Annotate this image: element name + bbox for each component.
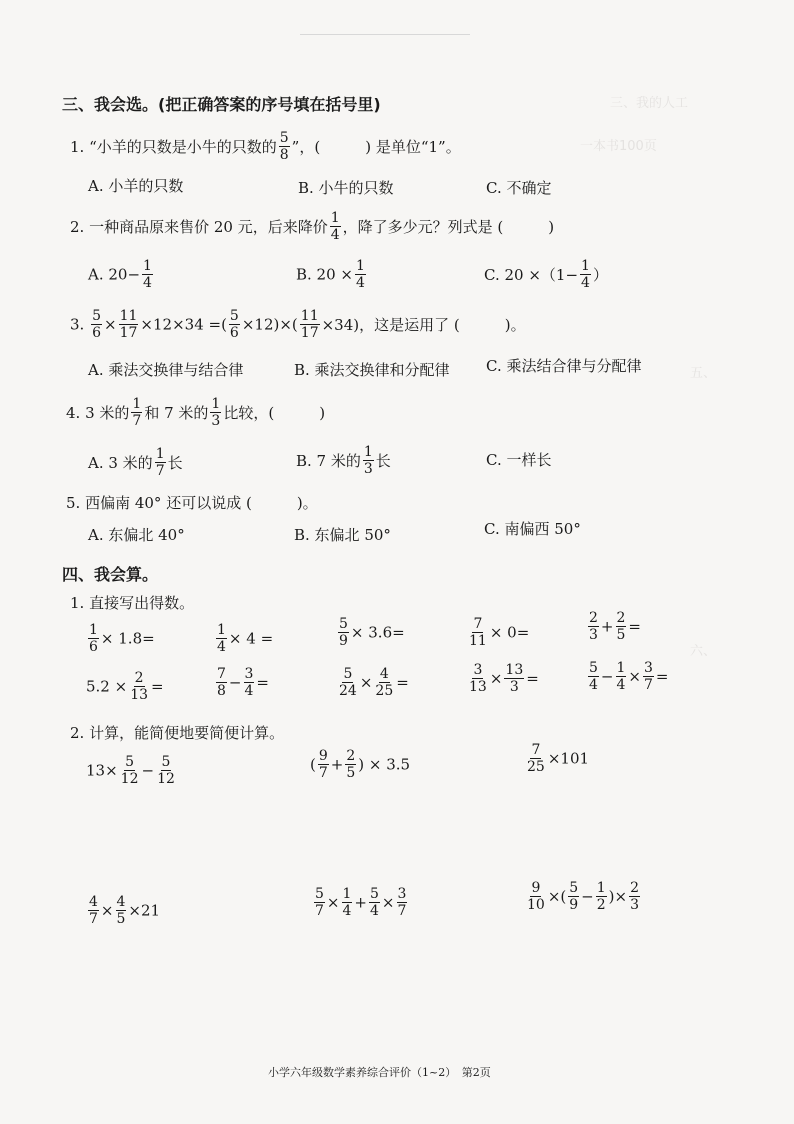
fraction: $\frac{11}{17}$ <box>119 308 138 342</box>
calc-item: $\frac{2}{3}$ + $\frac{2}{5}$ = <box>589 610 641 644</box>
q5-option-b: B. 东偏北 50° <box>294 526 391 544</box>
fraction: $\frac{9}{7}$ <box>318 748 328 782</box>
calc-item: 13× $\frac{5}{12}$ − $\frac{5}{12}$ <box>86 754 175 788</box>
section-4-title: 四、我会算。 <box>62 565 159 584</box>
q3-option-c: C. 乘法结合律与分配律 <box>486 357 642 375</box>
q2-option-b: B. 20 × $\frac{1}{4}$ <box>296 258 365 292</box>
fraction: $\frac{1}{4}$ <box>330 210 340 244</box>
question-1: 1. “小羊的只数是小牛的只数的 $\frac{5}{8}$ ”，( ) 是单位“1”。 <box>70 130 461 164</box>
section-3-title: 三、我会选。(把正确答案的序号填在括号里) <box>62 95 381 114</box>
q2-option-c: C. 20 ×（1− $\frac{1}{4}$ ） <box>484 258 608 292</box>
fraction: $\frac{5}{6}$ <box>229 308 239 342</box>
fraction: $\frac{7}{25}$ <box>527 742 545 776</box>
calc-item: $\frac{5}{7}$ × $\frac{1}{4}$ + $\frac{5}{4}$ × $\frac{3}{7}$ <box>315 886 407 920</box>
q4-option-b: B. 7 米的 $\frac{1}{3}$ 长 <box>296 444 391 478</box>
fraction: $\frac{2}{13}$ <box>130 670 149 704</box>
fraction: $\frac{1}{4}$ <box>342 886 352 920</box>
bleed-through-mark: 五、 <box>690 366 717 381</box>
fraction: $\frac{2}{5}$ <box>346 748 356 782</box>
fraction: $\frac{5}{4}$ <box>589 660 598 694</box>
bleed-through-mark: 一本书100页 <box>580 139 657 154</box>
fraction: $\frac{1}{4}$ <box>581 258 590 292</box>
fraction: $\frac{1}{4}$ <box>616 660 626 694</box>
q1-option-b: B. 小牛的只数 <box>298 179 394 197</box>
bleed-through-mark: 六、 <box>690 644 717 659</box>
question-3: 3. $\frac{5}{6}$ × $\frac{11}{17}$ ×12×34 =( $\frac{5}{6}$ ×12)×( $\frac{11}{17}$ ×34)，这是运用了 ( )。 <box>70 308 526 342</box>
bleed-through-mark: 三、我的人工 <box>610 96 689 111</box>
calc-item: $\frac{5}{9}$ × 3.6= <box>339 616 405 650</box>
fraction: $\frac{3}{7}$ <box>397 886 407 920</box>
q5-option-c: C. 南偏西 50° <box>484 520 581 538</box>
fraction: $\frac{13}{3}$ <box>505 662 524 696</box>
calc-item: $\frac{4}{7}$ × $\frac{4}{5}$ ×21 <box>89 894 161 928</box>
calc-item: $\frac{1}{6}$ × 1.8= <box>89 622 155 656</box>
calc-item: 5.2 × $\frac{2}{13}$ = <box>86 670 164 704</box>
calc-item: $\frac{7}{8}$ − $\frac{3}{4}$ = <box>217 666 269 700</box>
calc-item: $\frac{5}{24}$ × $\frac{4}{25}$ = <box>339 666 409 700</box>
fraction: $\frac{4}{5}$ <box>116 894 126 928</box>
fraction: $\frac{1}{3}$ <box>211 396 221 430</box>
fraction: $\frac{5}{4}$ <box>370 886 379 920</box>
q1-option-c: C. 不确定 <box>486 179 552 197</box>
fraction: $\frac{3}{13}$ <box>469 662 487 696</box>
q2-option-a: A. 20− $\frac{1}{4}$ <box>88 258 152 292</box>
fraction: $\frac{1}{2}$ <box>596 880 606 914</box>
top-rule <box>300 34 470 35</box>
fraction: $\frac{5}{12}$ <box>157 754 175 788</box>
fraction: $\frac{5}{9}$ <box>569 880 579 914</box>
q3-option-a: A. 乘法交换律与结合律 <box>88 361 244 379</box>
calc-item: $\frac{5}{4}$ − $\frac{1}{4}$ × $\frac{3}{7}$ = <box>589 660 669 694</box>
fraction: $\frac{5}{7}$ <box>315 886 324 920</box>
page-footer: 小学六年级数学素养综合评价（1~2） 第2页 <box>268 1066 491 1079</box>
fraction: $\frac{1}{4}$ <box>355 258 365 292</box>
fraction: $\frac{5}{12}$ <box>120 754 139 788</box>
q4-option-a: A. 3 米的 $\frac{1}{7}$ 长 <box>88 446 183 480</box>
calc-item: $\frac{7}{11}$ × 0= <box>469 616 530 650</box>
fraction: $\frac{7}{11}$ <box>469 616 487 650</box>
fraction: $\frac{1}{3}$ <box>363 444 373 478</box>
calc-item: $\frac{9}{10}$ ×( $\frac{5}{9}$ − $\frac{1}{2}$ )× $\frac{2}{3}$ <box>527 880 640 914</box>
fraction: $\frac{1}{4}$ <box>143 258 152 292</box>
question-4: 4. 3 米的 $\frac{1}{7}$ 和 7 米的 $\frac{1}{3}$ 比较，( ) <box>66 396 326 430</box>
subsection-2-title: 2. 计算，能简便地要简便计算。 <box>70 724 285 742</box>
fraction: $\frac{9}{10}$ <box>527 880 545 914</box>
q4-option-c: C. 一样长 <box>486 451 552 469</box>
fraction: $\frac{3}{4}$ <box>244 666 254 700</box>
fraction: $\frac{2}{3}$ <box>630 880 640 914</box>
q5-option-a: A. 东偏北 40° <box>88 526 185 544</box>
fraction: $\frac{5}{9}$ <box>339 616 348 650</box>
fraction: $\frac{2}{3}$ <box>589 610 598 644</box>
fraction: $\frac{3}{7}$ <box>644 660 653 694</box>
fraction: $\frac{7}{8}$ <box>217 666 226 700</box>
fraction: $\frac{11}{17}$ <box>300 308 319 342</box>
fraction: $\frac{1}{7}$ <box>132 396 142 430</box>
question-5: 5. 西偏南 40° 还可以说成 ( )。 <box>66 494 318 512</box>
calc-item: ( $\frac{9}{7}$ + $\frac{2}{5}$ ) × 3.5 <box>310 748 411 782</box>
calc-item: $\frac{3}{13}$ × $\frac{13}{3}$ = <box>469 662 539 696</box>
fraction: $\frac{5}{24}$ <box>339 666 357 700</box>
q3-option-b: B. 乘法交换律和分配律 <box>294 361 450 379</box>
fraction: $\frac{1}{7}$ <box>155 446 165 480</box>
fraction: $\frac{4}{7}$ <box>89 894 98 928</box>
fraction: $\frac{2}{5}$ <box>616 610 626 644</box>
fraction: $\frac{5}{8}$ <box>279 130 289 164</box>
fraction: $\frac{4}{25}$ <box>375 666 394 700</box>
question-2: 2. 一种商品原来售价 20 元，后来降价 $\frac{1}{4}$ ，降了多少元？列式是 ( ) <box>70 210 555 244</box>
subsection-1-title: 1. 直接写出得数。 <box>70 594 195 612</box>
q1-option-a: A. 小羊的只数 <box>88 177 184 195</box>
calc-item: $\frac{1}{4}$ × 4 = <box>217 622 274 656</box>
fraction: $\frac{1}{4}$ <box>217 622 226 656</box>
fraction: $\frac{5}{6}$ <box>92 308 102 342</box>
calc-item: $\frac{7}{25}$ ×101 <box>527 742 590 776</box>
fraction: $\frac{1}{6}$ <box>89 622 98 656</box>
